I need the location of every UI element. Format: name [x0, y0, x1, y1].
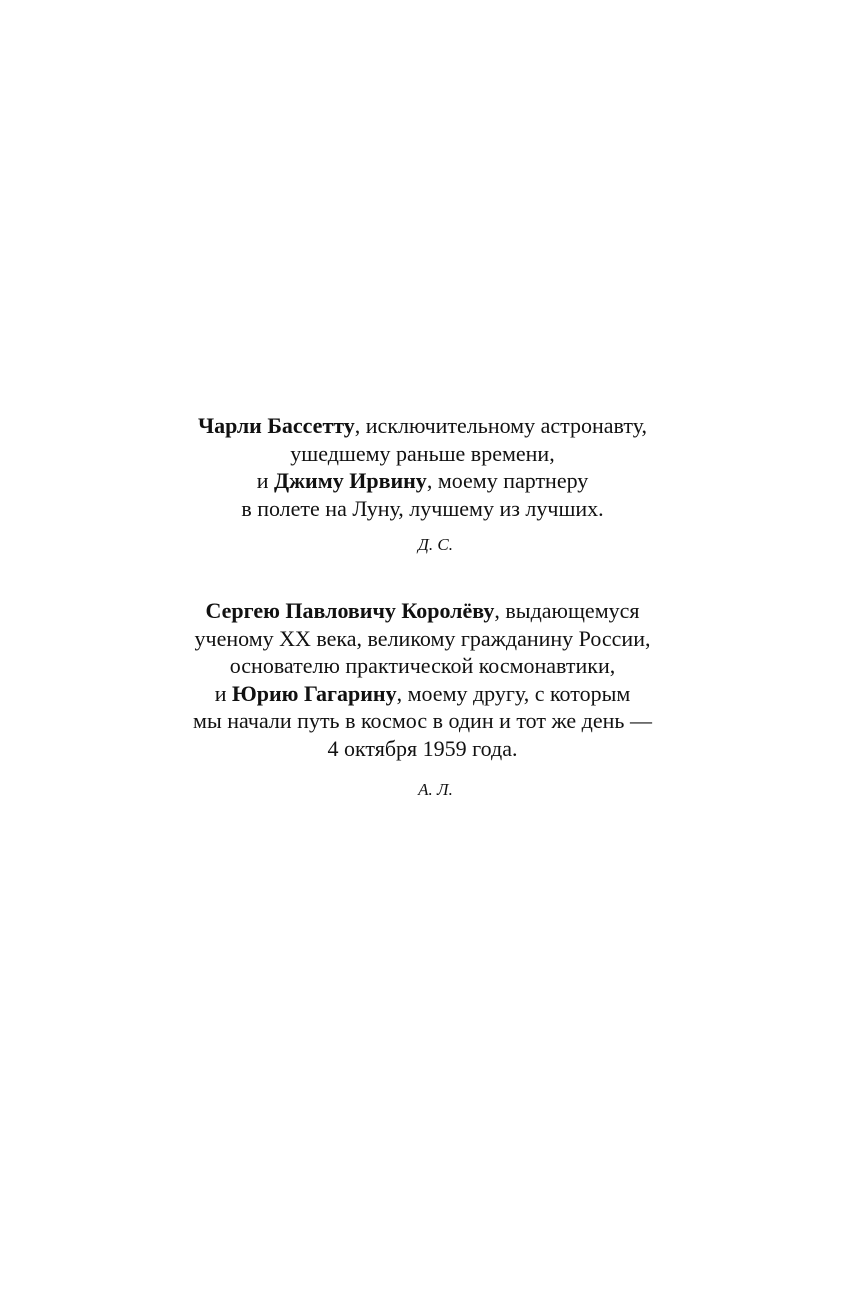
signature-al: А. Л.	[418, 780, 453, 799]
dedicatee-name: Сергею Павловичу Королёву	[205, 598, 495, 623]
dedication-line: Сергею Павловичу Королёву, выдающемуся	[205, 598, 640, 623]
dedication-line: 4 октября 1959 года.	[327, 735, 518, 761]
dedication-line: в полете на Луну, лучшему из лучших.	[241, 495, 604, 521]
dedication-line: мы начали путь в космос в один и тот же день —	[193, 708, 652, 733]
dedication-line: Чарли Бассетту, исключительному астронавту,	[197, 413, 648, 438]
dedication-leonov	[0, 597, 845, 762]
dedication-line: ушедшему раньше времени,	[290, 440, 555, 466]
dedication-line: ученому XX века, великому гражданину России,	[194, 625, 651, 651]
dedication-line: основателю практической космонавтики,	[229, 653, 616, 678]
dedicatee-name: Джиму Ирвину	[273, 468, 427, 493]
dedication-line: и Джиму Ирвину, моему партнеру	[256, 468, 589, 493]
dedicatee-name: Юрию Гагарину	[231, 680, 397, 706]
dedication-scott	[0, 412, 845, 522]
dedicatee-name: Чарли Бассетту	[197, 413, 355, 438]
signature-ds: Д. С.	[418, 535, 453, 554]
dedication-line: и Юрию Гагарину, моему другу, с которым	[214, 680, 631, 706]
